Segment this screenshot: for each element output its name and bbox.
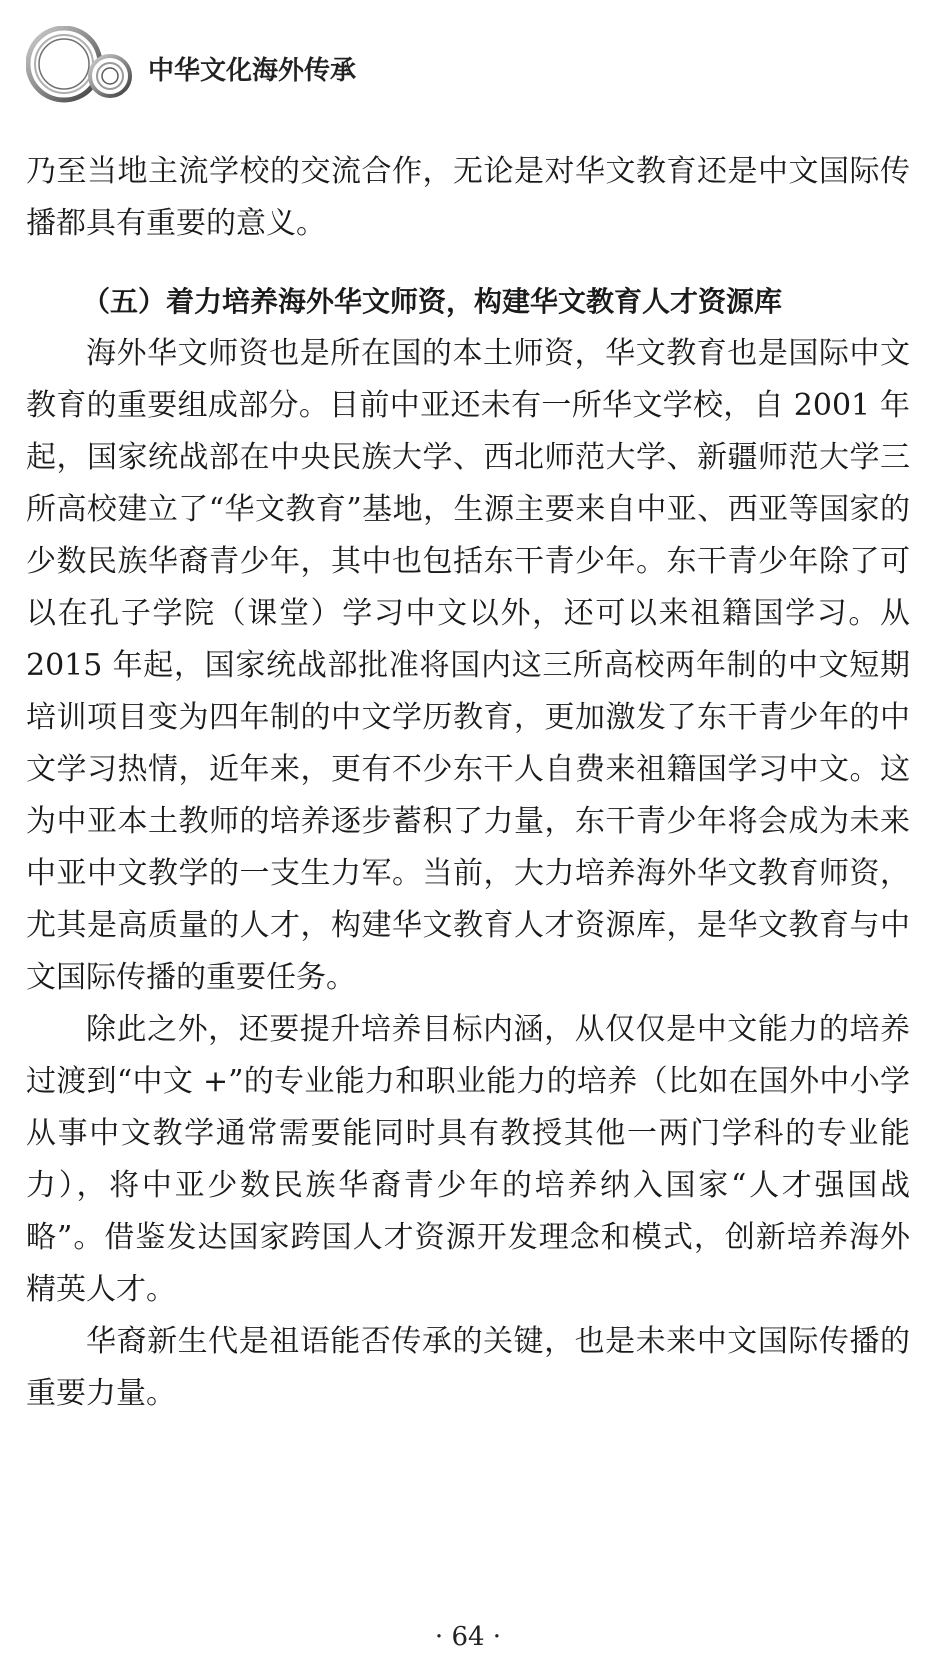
paragraph: 除此之外，还要提升培养目标内涵，从仅仅是中文能力的培养过渡到“中文 +”的专业能力和职业能力的培养（比如在国外中小学从事中文教学通常需要能同时具有教授其他一两门学科的专业能力），将中亚少数民族华裔青少年的培养纳入国家“人才强国战略”。借鉴发达国家跨国人才资源开发理念和模式，创新培养海外精英人才。 (26, 1012, 910, 1307)
page-number: · 64 · (434, 1622, 502, 1652)
paragraph-continued: 乃至当地主流学校的交流合作，无论是对华文教育还是中文国际传播都具有重要的意义。 (26, 154, 910, 241)
concentric-rings-logo (26, 26, 136, 106)
page-body (26, 146, 910, 1420)
paragraph: 海外华文师资也是所在国的本土师资，华文教育也是国际中文教育的重要组成部分。目前中亚还未有一所华文学校，自 2001 年起，国家统战部在中央民族大学、西北师范大学、新疆师范大学三所高校建立了“华文教育”基地，生源主要来自中亚、西亚等国家的少数民族华裔青少年，其中也包括东干青少年。东干青少年除了可以在孔子学院（课堂）学习中文以外，还可以来祖籍国学习。从 2015 年起，国家统战部批准将国内这三所高校两年制的中文短期培训项目变为四年制的中文学历教育，更加激发了东干青少年的中文学习热情，近年来，更有不少东干人自费来祖籍国学习中文。这为中亚本土教师的培养逐步蓄积了力量，东干青少年将会成为未来中亚中文教学的一支生力军。当前，大力培养海外华文教育师资，尤其是高质量的人才，构建华文教育人才资源库，是华文教育与中文国际传播的重要任务。 (26, 336, 910, 995)
page-header (26, 26, 446, 106)
book-title: 中华文化海外传承 (148, 56, 357, 86)
section-heading: （五）着力培养海外华文师资，构建华文教育人才资源库 (82, 285, 783, 318)
paragraph: 华裔新生代是祖语能否传承的关键，也是未来中文国际传播的重要力量。 (26, 1324, 910, 1411)
